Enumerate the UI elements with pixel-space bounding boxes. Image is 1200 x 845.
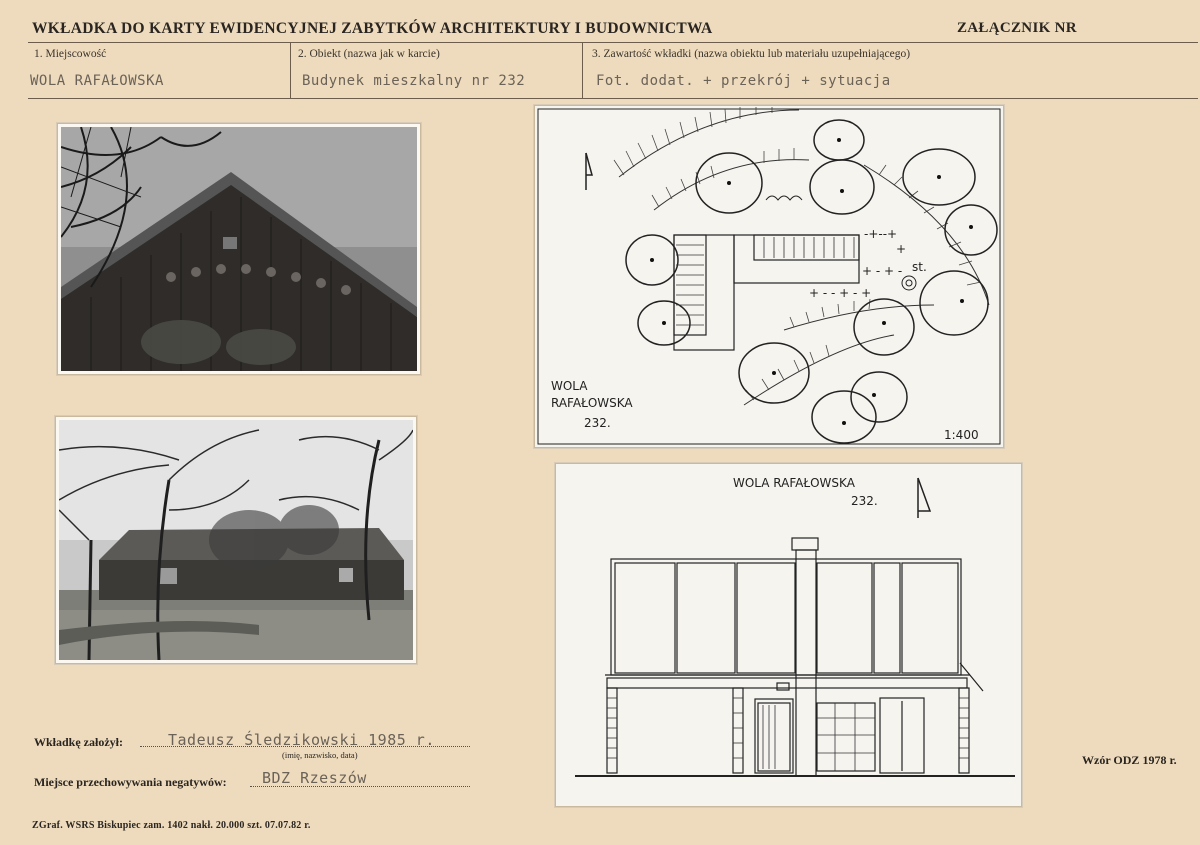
elevation-number: 232. (851, 494, 878, 508)
north-arrow-icon (586, 153, 592, 190)
plan-place-line2: RAFAŁOWSKA (551, 396, 633, 410)
svg-text:-+--+: -+--+ (864, 227, 898, 241)
founder-label: Wkładkę założył: (34, 735, 123, 749)
print-footer: ZGraf. WSRS Biskupiec zam. 1402 nakł. 20.000 szt. 07.07.82 r. (32, 820, 311, 831)
svg-text:+: + (896, 242, 907, 256)
header-rule-bottom (28, 98, 1198, 99)
field-divider-2 (582, 42, 583, 98)
locality-label: 1. Miejscowość (34, 48, 107, 60)
contents-value: Fot. dodat. + przekrój + sytuacja (596, 73, 891, 89)
storage-value: BDZ Rzeszów (262, 769, 367, 787)
well-icon (902, 276, 916, 290)
well-label: st. (912, 260, 927, 274)
object-label: 2. Obiekt (nazwa jak w karcie) (298, 48, 440, 60)
annex-label: ZAŁĄCZNIK NR (957, 20, 1077, 36)
site-plan-drawing (533, 104, 1005, 449)
plan-scale: 1:400 (944, 428, 979, 442)
north-arrow-icon (918, 478, 930, 518)
founder-hint: (imię, nazwisko, data) (282, 750, 358, 760)
storage-label: Miejsce przechowywania negatywów: (34, 775, 227, 789)
elevation-drawing (554, 462, 1023, 808)
plan-place-line1: WOLA (551, 379, 588, 393)
card-title: WKŁADKA DO KARTY EWIDENCYJNEJ ZABYTKÓW ARCHITEKTURY I BUDOWNICTWA (32, 20, 713, 37)
contents-label: 3. Zawartość wkładki (nazwa obiektu lub materiału uzupełniającego) (592, 48, 911, 60)
photo-house (54, 415, 418, 665)
plan-number: 232. (584, 416, 611, 430)
header-rule-top (28, 42, 1198, 43)
elevation-place: WOLA RAFAŁOWSKA (733, 476, 855, 490)
object-value: Budynek mieszkalny nr 232 (302, 73, 526, 89)
locality-value: WOLA RAFAŁOWSKA (30, 73, 164, 89)
field-divider-1 (290, 42, 291, 98)
svg-text:+ - + -: + - + - (862, 264, 903, 278)
founder-value: Tadeusz Śledzikowski 1985 r. (168, 731, 435, 749)
svg-text:+ - - + - +: + - - + - + (809, 286, 872, 300)
photo-gable (56, 122, 422, 376)
form-model: Wzór ODZ 1978 r. (1082, 753, 1177, 767)
